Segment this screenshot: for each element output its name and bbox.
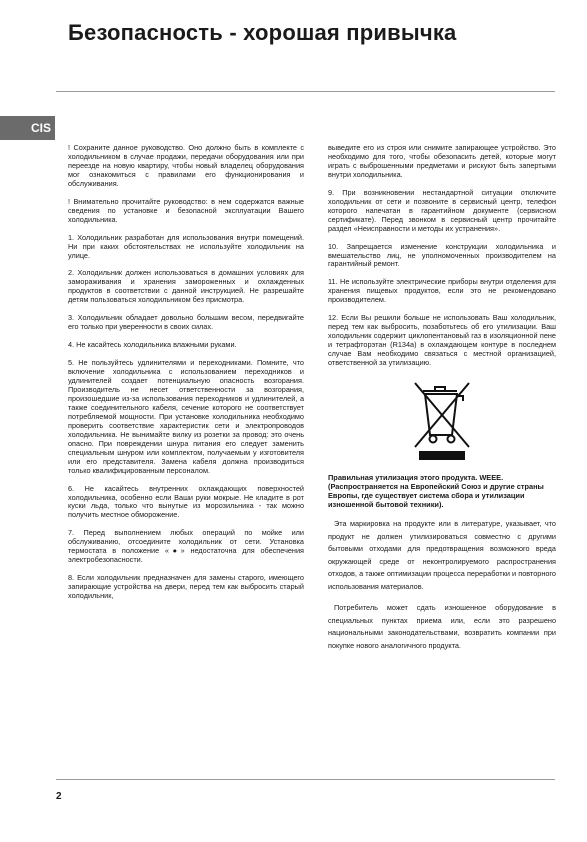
paragraph: ! Внимательно прочитайте руководство: в нем содержатся важные сведения по установке и безопасной эксплуатации Вашего холодильника. bbox=[68, 196, 304, 224]
title-divider bbox=[56, 91, 555, 92]
left-column bbox=[68, 144, 304, 610]
language-tab: CIS bbox=[0, 116, 55, 140]
paragraph: 10. Запрещается изменение конструкции холодильника и вмешательство лиц, не уполномоченных производителем на гарантийный ремонт. bbox=[328, 241, 556, 269]
paragraph: Потребитель может сдать изношенное оборудование в специальных пунктах приема или, если это разрешено национальными законодательствами, возвратить компании при покупке нового аналогичного продукта. bbox=[328, 603, 556, 650]
paragraph: 8. Если холодильник предназначен для замены старого, имеющего запирающие устройства на двери, перед тем как выбросить старый холодильник, bbox=[68, 573, 304, 601]
page-number: 2 bbox=[56, 791, 62, 802]
paragraph: 2. Холодильник должен использоваться в домашних условиях для замораживания и хранения замороженных и охлажденных продуктов в соответствии с данной инструкцией. Не разрешайте детям пользоваться холодильником без присмотра. bbox=[68, 268, 304, 305]
paragraph: 11. Не используйте электрические приборы внутри отделения для хранения пищевых продуктов, если это не рекомендовано производителем. bbox=[328, 277, 556, 305]
footer-divider bbox=[56, 779, 555, 780]
paragraph: 3. Холодильник обладает довольно большим весом, передвигайте его только при уверенности в своих силах. bbox=[68, 313, 304, 332]
crossed-out-wheelie-bin-icon bbox=[397, 377, 487, 463]
page-title: Безопасность - хорошая привычка bbox=[68, 20, 457, 45]
paragraph: 4. Не касайтесь холодильника влажными руками. bbox=[68, 340, 237, 350]
paragraph: 6. Не касайтесь внутренних охлаждающих поверхностей холодильника, особенно если Ваши руки мокрые. Не кладите в рот куски льда, только что вынутые из морозильника - так можно получить местное обморожение. bbox=[68, 483, 304, 520]
weee-heading: Правильная утилизация этого продукта. WEEE. (Распространяется на Европейский Союз и другие страны Европы, где существует система сбора и утилизации изношенной бытовой техники). bbox=[328, 473, 544, 510]
paragraph: ! Сохраните данное руководство. Оно должно быть в комплекте с холодильником в случае продажи, передачи оборудования или при переезде на новую квартиру, чтобы новый владелец оборудования мог ознакомиться с правилами его функционирования и обслуживания. bbox=[68, 143, 304, 188]
paragraph: 9. При возникновении нестандартной ситуации отключите холодильник от сети и позвоните в сервисный центр, телефон которого напечатан в гарантийном документе (сервисном сертификате). Перед звонком в сервисный центр прочитайте раздел «Неисправности и методы их устранения». bbox=[328, 187, 556, 233]
paragraph: 5. Не пользуйтесь удлинителями и переходниками. Помните, что включение холодильника с использованием переходников и удлинителей создает потенциальную опасность возгорания. Производитель не несет ответственности за возгорания, произошедшие из-за использования переходников и удлинителей, а также соединительного кабеля, сечение которого не соответствует потребляемой мощности. При установке холодильника необходимо проверить соответствие характеристик сети и электропроводов холодильника. Не вынимайте вилку из розетки за провод: это очень опасно. При повреждении шнура питания его следует заменить специальным шнуром или комплектом, получаемым у изготовителя или его представителя. Замена кабеля должна производиться только квалифицированным персоналом. bbox=[68, 358, 304, 475]
right-column bbox=[328, 144, 556, 661]
paragraph: Эта маркировка на продукте или в литературе, указывает, что продукт не должен утилизироваться совместно с другими бытовыми отходами для предотвращения возможного вреда окружающей среде от неконтролируемого распространения отходов, а также оптимизации процесса переработки и повторного использования материалов. bbox=[328, 519, 556, 591]
paragraph: 12. Если Вы решили больше не использовать Ваш холодильник, перед тем как выбросить, позаботьтесь об его утилизации. Ваш холодильник содержит циклопентановый газ в изоляционной пене и тетрафторэтан (R134a) в охлаждающем контуре в последнем случае Вам необходимо связаться с местной организацией, ответственной за утилизацию. bbox=[328, 313, 556, 368]
paragraph: 7. Перед выполнением любых операций по мойке или обслуживанию, отсоедините холодильник от сети. Установка термостата в положение «●» недостаточна для обеспечения электробезопасности. bbox=[68, 528, 304, 565]
paragraph: 1. Холодильник разработан для использования внутри помещений. Ни при каких обстоятельствах не используйте холодильник на улице. bbox=[68, 232, 304, 260]
paragraph: выведите его из строя или снимите запирающее устройство. Это необходимо для того, чтобы обезопасить детей, которые могут играть с выброшенными предметами и рискуют быть запертыми внутри холодильника. bbox=[328, 143, 556, 179]
